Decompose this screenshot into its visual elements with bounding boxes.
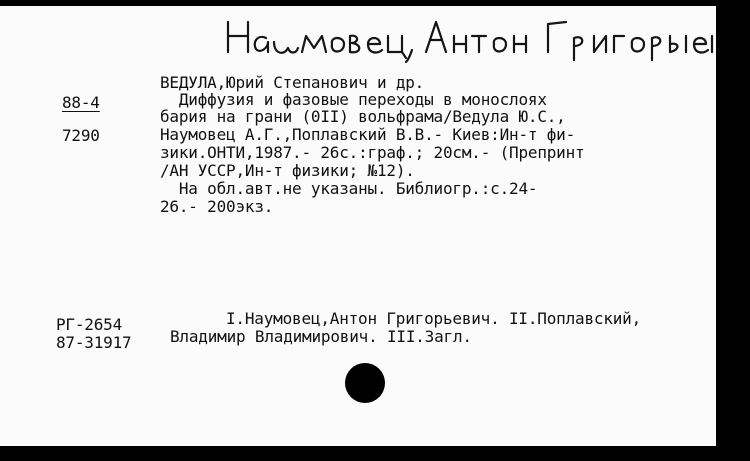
tracing-line-1: I.Наумовец,Антон Григорьевич. II.Поплавский, <box>226 309 642 328</box>
card-edge <box>716 0 722 450</box>
tracing-line-2: Владимир Владимирович. III.Загл. <box>170 327 472 346</box>
entry-line-3: бария на грани (0II) вольфрама/Ведула Ю.С., <box>160 107 566 126</box>
entry-line-6: /АН УССР,Ин-т физики; №12). <box>160 161 415 180</box>
entry-line-2: Диффузия и фазовые переходы в монослоях <box>160 90 547 109</box>
entry-line-1: ВЕДУЛА,Юрий Степанович и др. <box>160 73 425 92</box>
handwritten-heading-signature <box>222 14 716 64</box>
entry-line-4: Наумовец А.Г.,Поплавский В.В.- Киев:Ин-т фи- <box>160 125 576 144</box>
call-number-classification: 88-4 <box>62 93 100 112</box>
entry-line-5: зики.ОНТИ,1987.- 26с.:граф.; 20см.- (Препринт <box>160 143 585 162</box>
entry-line-7: На обл.авт.не указаны. Библиогр.:с.24- <box>160 179 538 198</box>
call-number: 7290 <box>62 126 100 145</box>
entry-line-8: 26.- 200экз. <box>160 197 274 216</box>
handwritten-heading <box>222 14 716 64</box>
catalog-card <box>0 6 718 446</box>
registration-code: 87-31917 <box>56 333 132 352</box>
card-punch-hole <box>345 363 385 403</box>
registration-number: РГ-2654 <box>56 315 123 334</box>
